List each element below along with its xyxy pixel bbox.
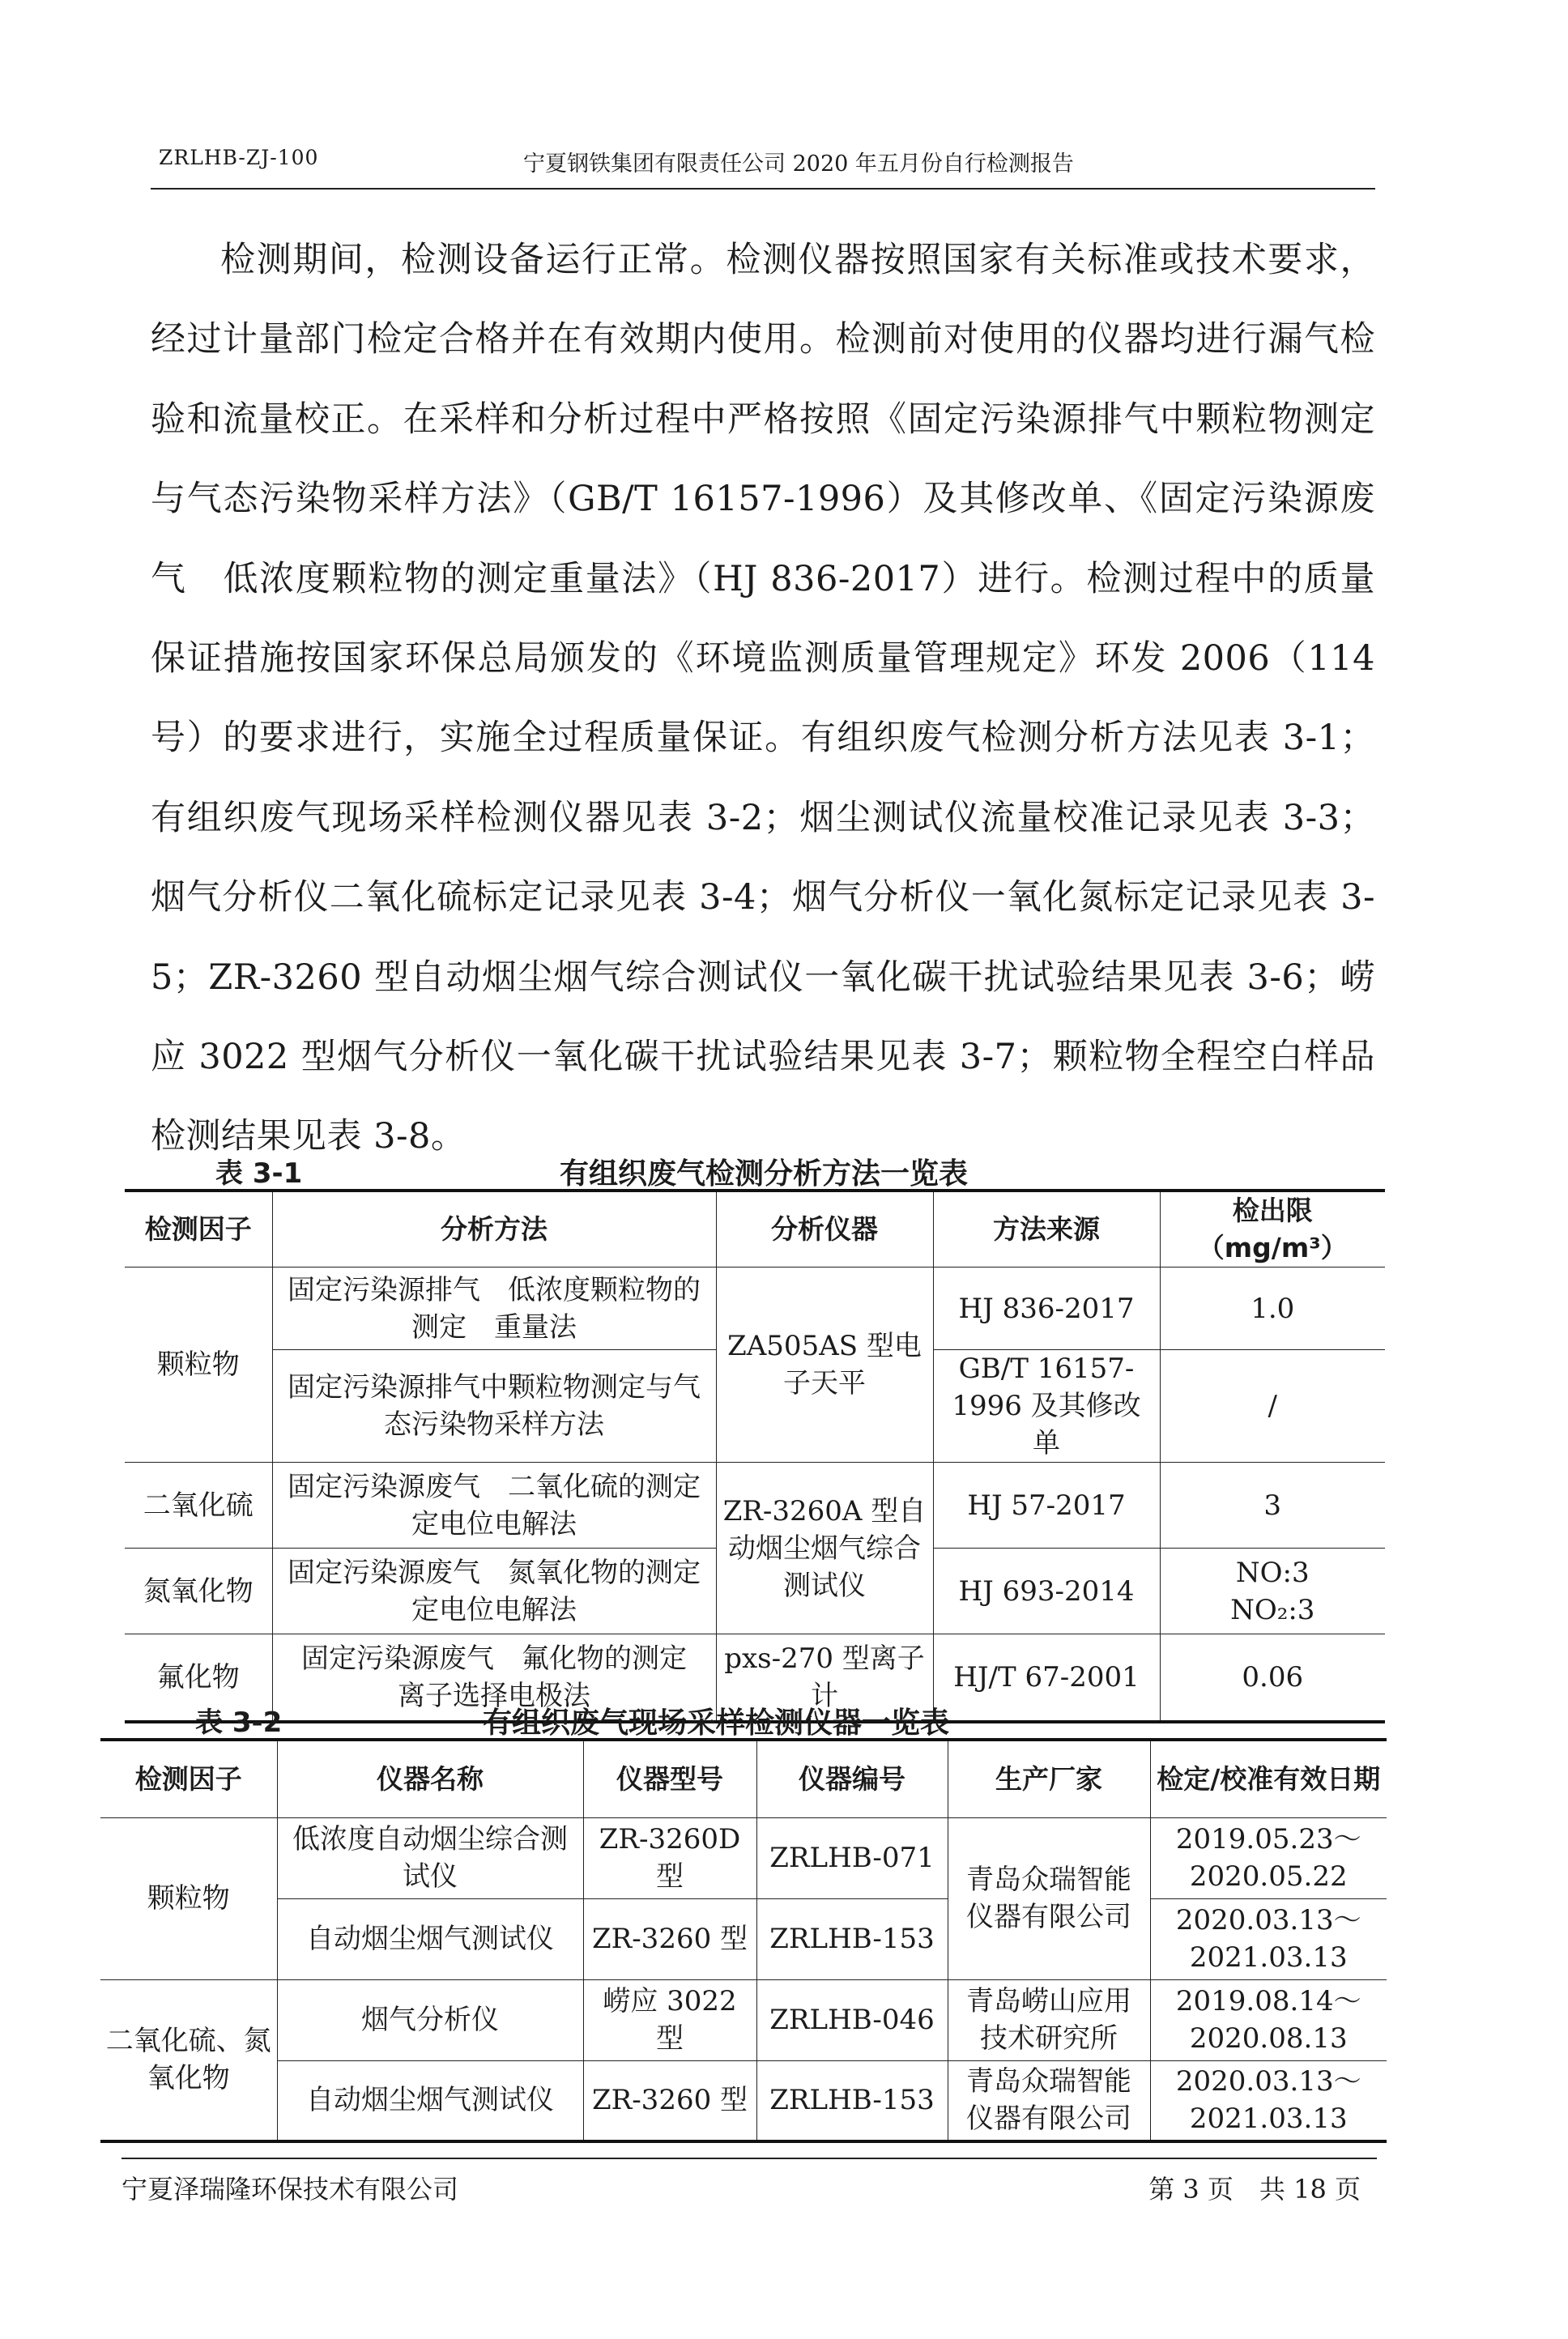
factor-cell: 二氧化硫 [125, 1463, 272, 1549]
page-header [151, 136, 1375, 190]
col-header: 方法来源 [933, 1191, 1160, 1267]
col-header: 仪器编号 [756, 1740, 948, 1817]
source-cell: HJ 693-2014 [933, 1549, 1160, 1634]
factor-cell: 颗粒物 [100, 1817, 277, 1979]
source-cell: HJ/T 67-2001 [933, 1634, 1160, 1722]
limit-cell: 3 [1160, 1463, 1385, 1549]
limit-cell [1160, 1549, 1385, 1634]
table2-number: 表 3-2 [195, 1706, 283, 1739]
name-cell: 烟气分析仪 [277, 1979, 583, 2060]
col-header: 检定/校准有效日期 [1150, 1740, 1387, 1817]
model-cell: 崂应 3022 型 [583, 1979, 756, 2060]
table-row [100, 1979, 1387, 2060]
table-header-row [125, 1191, 1385, 1267]
table1-title: 有组织废气检测分析方法一览表 [560, 1157, 969, 1191]
maker-cell: 青岛众瑞智能仪器有限公司 [948, 2060, 1150, 2141]
table-row [100, 2060, 1387, 2141]
table2-title: 有组织废气现场采样检测仪器一览表 [483, 1706, 950, 1740]
table1-analysis-methods [125, 1189, 1385, 1723]
table-row [100, 1898, 1387, 1979]
serial-cell: ZRLHB-153 [756, 1898, 948, 1979]
factor-cell: 二氧化硫、氮氧化物 [100, 1979, 277, 2141]
col-header: 检出限（mg/m³） [1160, 1191, 1385, 1267]
instrument-cell: pxs-270 型离子计 [716, 1634, 933, 1722]
source-cell: GB/T 16157-1996 及其修改单 [933, 1350, 1160, 1463]
source-cell: HJ 57-2017 [933, 1463, 1160, 1549]
col-header: 仪器名称 [277, 1740, 583, 1817]
table-row [125, 1267, 1385, 1350]
maker-cell: 青岛众瑞智能仪器有限公司 [948, 1817, 1150, 1979]
body-paragraph: 检测期间，检测设备运行正常。检测仪器按照国家有关标准或技术要求，经过计量部门检定合格并在有效期内使用。检测前对使用的仪器均进行漏气检验和流量校正。在采样和分析过程中严格按照《固定污染源排气中颗粒物测定与气态污染物采样方法》（GB/T 16157-1996）及其修改单、《固定污染源废气 低浓度颗粒物的测定重量法》（HJ 836-2017）进行。检测过程中的质量保证措施按国家环保总局颁发的《环境监测质量管理规定》环发 2006（114 号）的要求进行，实施全过程质量保证。有组织废气检测分析方法见表 3-1；有组织废气现场采样检测仪器见表 3-2；烟尘测试仪流量校准记录见表 3-3；烟气分析仪二氧化硫标定记录见表 3-4；烟气分析仪一氧化氮标定记录见表 3-5；ZR-3260 型自动烟尘烟气综合测试仪一氧化碳干扰试验结果见表 3-6；崂应 3022 型烟气分析仪一氧化碳干扰试验结果见表 3-7；颗粒物全程空白样品检测结果见表 3-8。 [151, 240, 1375, 1157]
method-cell: 固定污染源废气 氟化物的测定 离子选择电极法 [272, 1634, 716, 1722]
col-header: 检测因子 [125, 1191, 272, 1267]
factor-cell: 氟化物 [125, 1634, 272, 1722]
footer-company: 宁夏泽瑞隆环保技术有限公司 [121, 2174, 459, 2205]
limit-cell: / [1160, 1350, 1385, 1463]
table-row [100, 1817, 1387, 1898]
model-cell: ZR-3260D 型 [583, 1817, 756, 1898]
col-header: 仪器型号 [583, 1740, 756, 1817]
method-cell: 固定污染源排气 低浓度颗粒物的测定 重量法 [272, 1267, 716, 1350]
valid-cell: 2020.03.13～2021.03.13 [1150, 1898, 1387, 1979]
name-cell: 低浓度自动烟尘综合测试仪 [277, 1817, 583, 1898]
valid-cell: 2020.03.13～2021.03.13 [1150, 2060, 1387, 2141]
col-header: 生产厂家 [948, 1740, 1150, 1817]
doc-code: ZRLHB-ZJ-100 [159, 146, 319, 169]
method-cell: 固定污染源废气 氮氧化物的测定 定电位电解法 [272, 1549, 716, 1634]
instrument-cell: ZR-3260A 型自动烟尘烟气综合测试仪 [716, 1463, 933, 1634]
col-header: 分析方法 [272, 1191, 716, 1267]
page-number: 第 3 页 共 18 页 [1148, 2174, 1361, 2205]
name-cell: 自动烟尘烟气测试仪 [277, 2060, 583, 2141]
model-cell: ZR-3260 型 [583, 2060, 756, 2141]
table1-caption [151, 1146, 1375, 1191]
table2-caption [151, 1695, 1375, 1740]
limit-no: NO:3 [1235, 1556, 1310, 1589]
model-cell: ZR-3260 型 [583, 1898, 756, 1979]
valid-cell: 2019.05.23～2020.05.22 [1150, 1817, 1387, 1898]
method-cell: 固定污染源排气中颗粒物测定与气态污染物采样方法 [272, 1350, 716, 1463]
col-header: 分析仪器 [716, 1191, 933, 1267]
source-cell: HJ 836-2017 [933, 1267, 1160, 1350]
serial-cell: ZRLHB-153 [756, 2060, 948, 2141]
maker-cell: 青岛崂山应用技术研究所 [948, 1979, 1150, 2060]
valid-cell: 2019.08.14～2020.08.13 [1150, 1979, 1387, 2060]
name-cell: 自动烟尘烟气测试仪 [277, 1898, 583, 1979]
table-header-row [100, 1740, 1387, 1817]
doc-title: 宁夏钢铁集团有限责任公司 2020 年五月份自行检测报告 [523, 151, 1074, 177]
instrument-cell: ZA505AS 型电子天平 [716, 1267, 933, 1463]
factor-cell: 氮氧化物 [125, 1549, 272, 1634]
limit-no2: NO₂:3 [1230, 1593, 1315, 1626]
serial-cell: ZRLHB-046 [756, 1979, 948, 2060]
factor-cell: 颗粒物 [125, 1267, 272, 1463]
table2-sampling-instruments [100, 1738, 1387, 2143]
page-footer [121, 2158, 1377, 2208]
method-cell: 固定污染源废气 二氧化硫的测定 定电位电解法 [272, 1463, 716, 1549]
col-header: 检测因子 [100, 1740, 277, 1817]
table1-number: 表 3-1 [215, 1157, 303, 1190]
serial-cell: ZRLHB-071 [756, 1817, 948, 1898]
limit-cell: 1.0 [1160, 1267, 1385, 1350]
limit-cell: 0.06 [1160, 1634, 1385, 1722]
table-row [125, 1463, 1385, 1549]
